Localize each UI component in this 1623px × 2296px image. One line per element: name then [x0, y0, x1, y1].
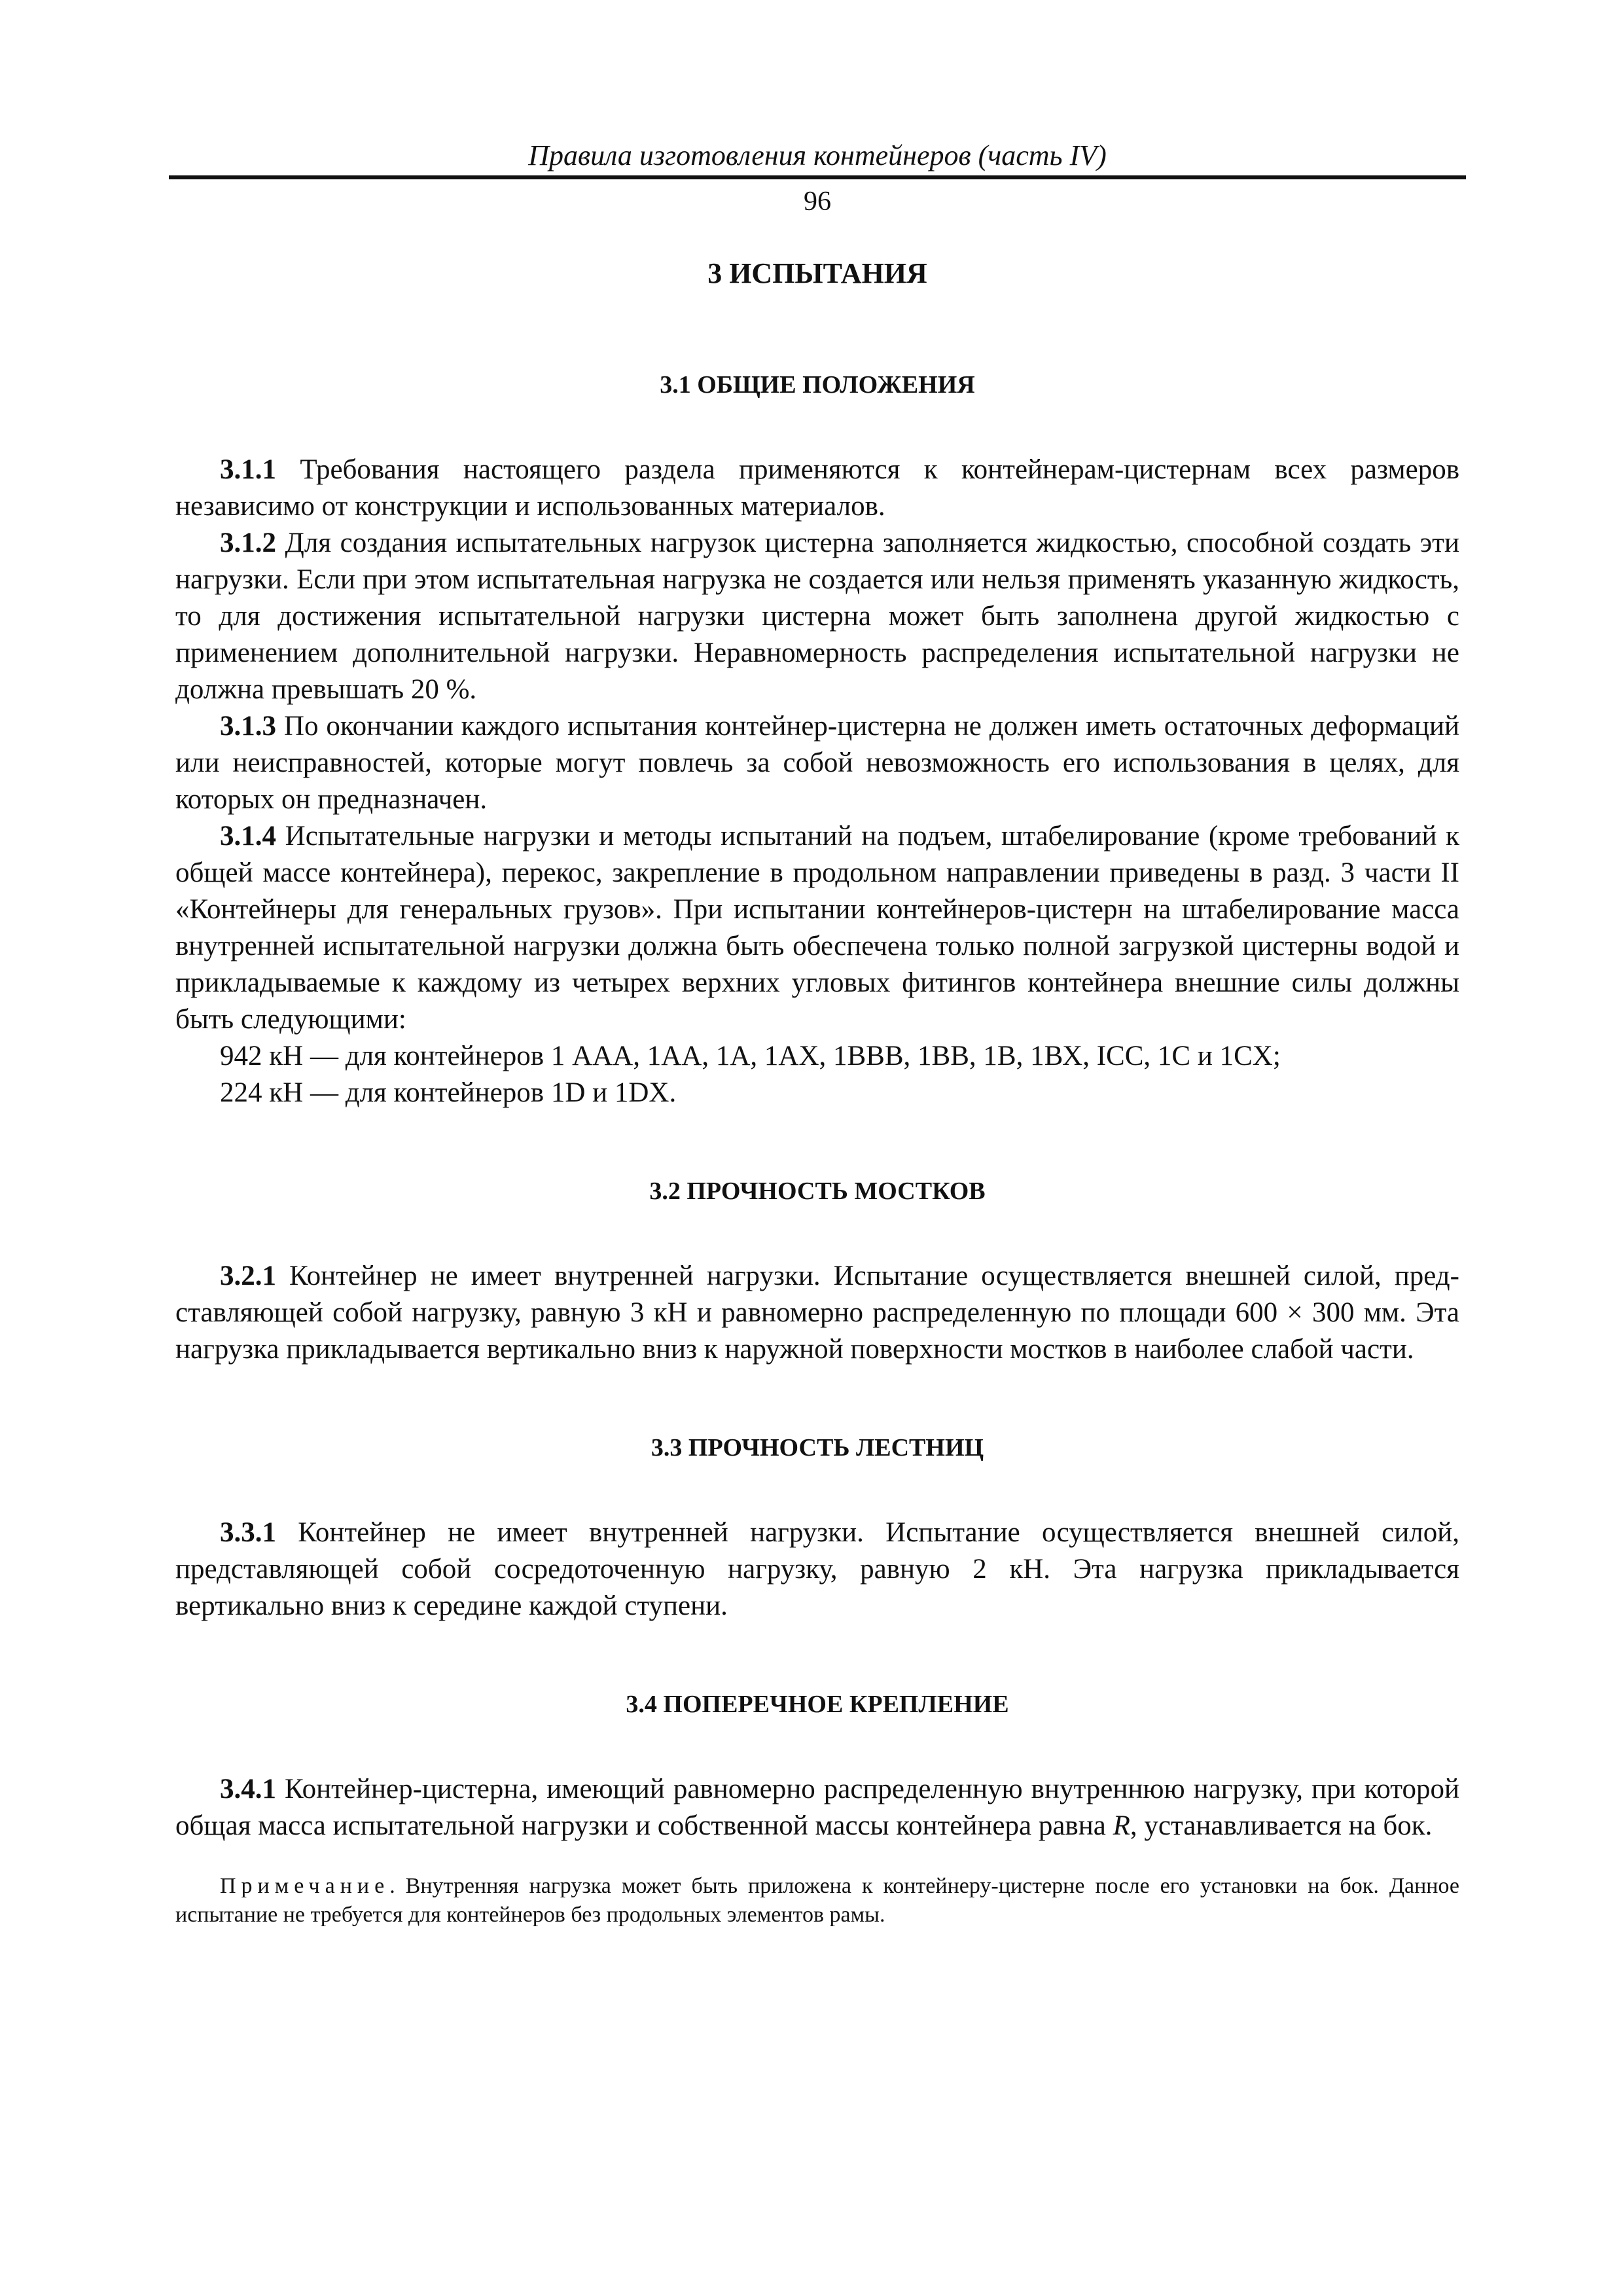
- paragraph-text: Требования настоящего раздела применяются к контейнерам-цистернам всех размеров независимо от конструкции и использованных материалов.: [175, 454, 1459, 522]
- paragraph-text: Для создания испытательных нагрузок цистерна заполняется жидкостью, способной создать эти нагрузки. Если при этом испытательная нагрузка не создается или нельзя применять указанную жидкость, то для достижения испытательной нагрузки цистерна может быть заполнена другой жидкостью с применением дополнительной нагрузки. Неравномерность распределения испытательной нагрузки не должна превышать 20 %.: [175, 528, 1459, 705]
- paragraph-text: Контейнер не имеет внутренней нагрузки. Испытание осуществляется внешней силой, представляющей собой сосредоточенную нагрузку, равную 2 кН. Эта нагрузка прикладывается вертикально вниз к середине каждой ступени.: [175, 1517, 1459, 1621]
- variable-r: R: [1113, 1810, 1130, 1841]
- paragraph-3-3-1: [175, 1515, 1459, 1624]
- paragraph-number: 3.1.1: [220, 454, 276, 485]
- paragraph-number: 3.1.3: [220, 711, 276, 742]
- paragraph-number: 3.2.1: [220, 1261, 276, 1291]
- running-header: Правила изготовления контейнеров (часть IV): [528, 139, 1107, 171]
- paragraph-3-1-2: [175, 525, 1459, 708]
- section-title-3-3: 3.3 ПРОЧНОСТЬ ЛЕСТНИЦ: [651, 1434, 984, 1462]
- paragraph-3-1-3: [175, 708, 1459, 818]
- note-text: . Внутренняя нагрузка может быть приложена к контейнеру-цистерне после его установки на бок. Данное испытание не требуется для контейнеров без продольных элементов рамы.: [175, 1874, 1459, 1927]
- paragraph-number: 3.1.4: [220, 821, 276, 852]
- paragraph-text: Контейнер не имеет внутренней нагрузки. Испытание осуществляется внешней силой, представляющей собой нагрузку, равную 3 кН и равномерно распределенную по площади 600 × 300 мм. Эта нагрузка прикладывается вертикально вниз к наружной поверхности мостков в наиболее слабой части.: [175, 1261, 1459, 1365]
- page-number: 96: [804, 187, 831, 217]
- header-rule: [169, 175, 1466, 179]
- chapter-title: 3 ИСПЫТАНИЯ: [707, 257, 927, 289]
- paragraph-3-1-1: [175, 452, 1459, 525]
- paragraph-number: 3.3.1: [220, 1517, 276, 1548]
- paragraph-3-1-4: [175, 818, 1459, 1038]
- paragraph-3-2-1: [175, 1258, 1459, 1368]
- document-body: [175, 254, 1459, 1929]
- paragraph-text: Контейнер-цистерна, имеющий равномерно распределенную внутреннюю нагрузку, при которой общая масса испытательной нагрузки и собственной массы контейнера равна: [175, 1774, 1459, 1841]
- paragraph-text-end: , устанавливается на бок.: [1130, 1810, 1433, 1841]
- paragraph-text: Испытательные нагрузки и методы испытаний на подъем, штабелирование (кроме требований к общей массе контейнера), перекос, закрепление в продольном направлении приведены в разд. 3 части II «Контейнеры для генеральных грузов». При испытании контейнеров-цистерн на штабелирование масса внутренней испытательной нагрузки должна быть обеспечена только полной загрузкой цистерны водой и прикладываемые к каждому из четырех верхних угловых фитингов контейнера внешние силы должны быть следующими:: [175, 821, 1459, 1035]
- note: [175, 1872, 1459, 1929]
- note-label: Примечание: [220, 1874, 390, 1898]
- force-line-224: 224 кН — для контейнеров 1D и 1DX.: [220, 1077, 677, 1108]
- section-title-3-2: 3.2 ПРОЧНОСТЬ МОСТКОВ: [649, 1177, 986, 1205]
- paragraph-number: 3.1.2: [220, 528, 276, 558]
- section-title-3-4: 3.4 ПОПЕРЕЧНОЕ КРЕПЛЕНИЕ: [626, 1691, 1009, 1718]
- paragraph-3-4-1: [175, 1771, 1459, 1844]
- section-title-3-1: 3.1 ОБЩИЕ ПОЛОЖЕНИЯ: [660, 371, 975, 399]
- paragraph-number: 3.4.1: [220, 1774, 276, 1804]
- paragraph-text: По окончании каждого испытания контейнер-цистерна не должен иметь остаточных деформаций или неисправностей, которые могут повлечь за собой невозможность его использования в целях, для которых он предназначен.: [175, 711, 1459, 815]
- force-line-942: 942 кН — для контейнеров 1 ААА, 1АА, 1А, 1АХ, 1ВВВ, 1ВВ, 1В, 1ВХ, ICC, 1C и 1CX;: [220, 1041, 1281, 1071]
